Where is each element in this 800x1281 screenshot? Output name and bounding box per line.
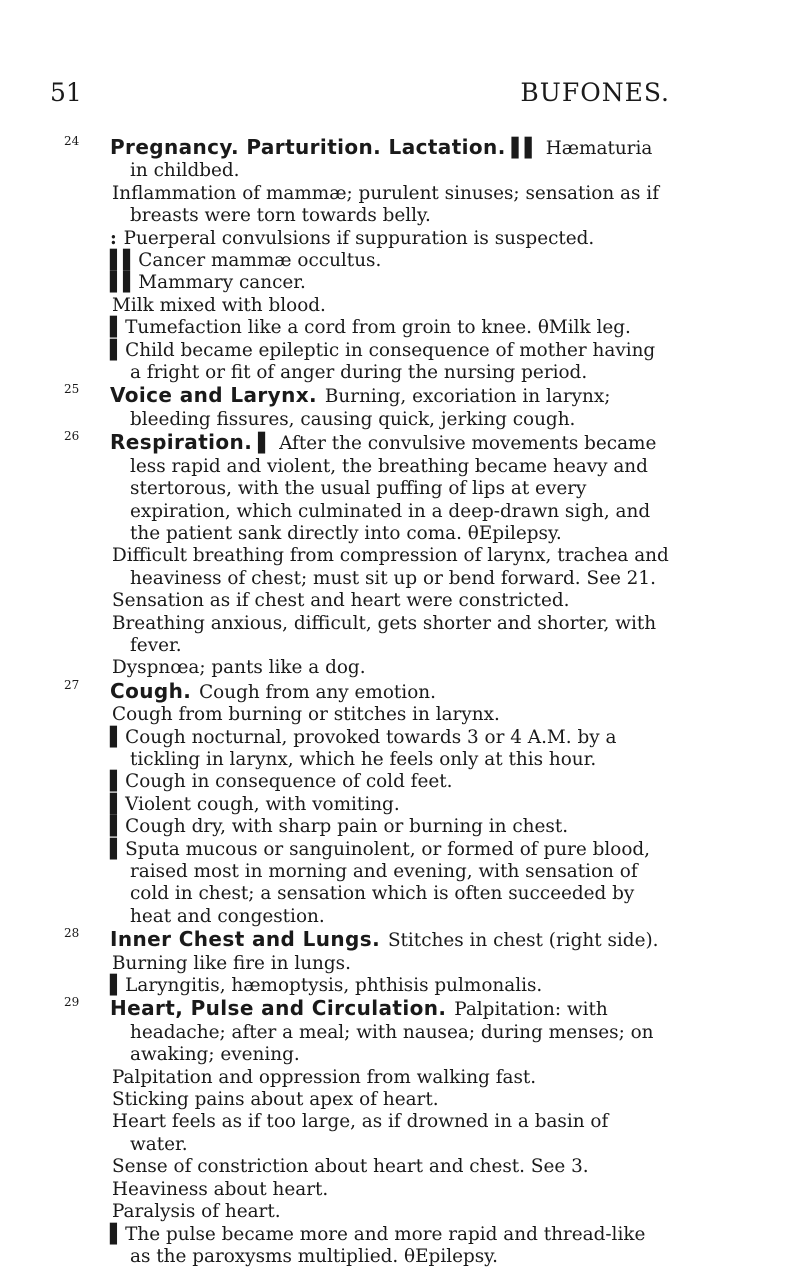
symptom-line bbox=[110, 1179, 670, 1201]
symptom-text: Burning like fire in lungs. bbox=[112, 952, 351, 974]
symptom-text: Difficult breathing from compression of larynx, trachea and heaviness of chest; must sit up or bend forward. See 21. bbox=[112, 545, 669, 589]
section-heading: Cough. bbox=[110, 678, 192, 703]
symptom-line bbox=[110, 1156, 670, 1178]
section-first-line: 24 Pregnancy. Parturition. Lactation. ▌▌ Hæmaturia in childbed. bbox=[64, 134, 653, 182]
symptom-text: Palpitation: with headache; after a meal; with nausea; during menses; on awaking; evening. bbox=[130, 999, 654, 1066]
symptom-text: Breathing anxious, difficult, gets shorter and shorter, with fever. bbox=[112, 612, 657, 656]
emphasis-mark: ▌ bbox=[110, 1223, 124, 1245]
section-heading: Voice and Larynx. bbox=[110, 383, 318, 408]
symptom-text: Violent cough, with vomiting. bbox=[125, 793, 400, 815]
symptom-line bbox=[110, 657, 670, 679]
symptom-text: Cough dry, with sharp pain or burning in chest. bbox=[125, 816, 569, 838]
section-heading: Heart, Pulse and Circulation. bbox=[110, 996, 447, 1021]
emphasis-mark: ▌ bbox=[110, 793, 124, 815]
symptom-text: Paralysis of heart. bbox=[112, 1201, 281, 1223]
section-pregnancy bbox=[64, 134, 670, 384]
symptom-line bbox=[110, 250, 670, 272]
symptom-text: Tumefaction like a cord from groin to knee. θMilk leg. bbox=[125, 317, 631, 339]
symptom-text: Cough from burning or stitches in larynx. bbox=[112, 704, 500, 726]
symptom-line bbox=[110, 590, 670, 612]
symptom-text: After the convulsive movements became less rapid and violent, the breathing became heavy and stertorous, with the usual puffing of lips at every expiration, which culminated in a deep-drawn sigh, and the patient sank directly into coma. θEpilepsy. bbox=[130, 433, 657, 544]
symptom-line bbox=[110, 1201, 670, 1223]
emphasis-mark: ▌▌ bbox=[110, 250, 137, 272]
symptom-line bbox=[110, 613, 670, 658]
symptom-line bbox=[110, 794, 670, 816]
emphasis-mark: ▌ bbox=[110, 975, 124, 997]
symptom-line bbox=[110, 272, 670, 294]
emphasis-mark: ▌ bbox=[110, 838, 124, 860]
section-heading: Respiration. bbox=[110, 430, 253, 455]
emphasis-mark: ▌▌ bbox=[110, 272, 137, 294]
section-heading: Pregnancy. Parturition. Lactation. bbox=[110, 135, 506, 159]
symptom-text: Cancer mammæ occultus. bbox=[138, 250, 382, 272]
emphasis-mark: ▌▌ bbox=[511, 138, 538, 159]
section-cough bbox=[64, 677, 670, 928]
section-heading: Inner Chest and Lungs. bbox=[110, 927, 381, 952]
symptom-line bbox=[110, 816, 670, 838]
symptom-text: Stitches in chest (right side). bbox=[387, 930, 659, 952]
emphasis-mark: ▌ bbox=[110, 771, 124, 793]
symptom-line bbox=[110, 1067, 670, 1089]
symptom-line bbox=[110, 545, 670, 590]
page-header bbox=[50, 78, 670, 112]
emphasis-mark: ▌ bbox=[110, 317, 124, 339]
symptom-text: Sense of constriction about heart and chest. See 3. bbox=[112, 1156, 589, 1178]
running-head: BUFONES. bbox=[520, 78, 670, 107]
symptom-text: Burning, excoriation in larynx; bleeding fissures, causing quick, jerking cough. bbox=[130, 386, 611, 430]
symptom-text: Laryngitis, hæmoptysis, phthisis pulmonalis. bbox=[125, 975, 543, 997]
section-heart-pulse-circulation bbox=[64, 995, 670, 1268]
symptom-text: Sputa mucous or sanguinolent, or formed of pure blood, raised most in morning and evening, with sensation of cold in chest; a sensation which is often succeeded by heat and congestion. bbox=[125, 838, 651, 927]
section-first-line: 29 Heart, Pulse and Circulation. Palpitation: with headache; after a meal; with nausea; during menses; on awaking; evening. bbox=[64, 995, 654, 1066]
symptom-text: Cough nocturnal, provoked towards 3 or 4 A.M. by a tickling in larynx, which he feels only at this hour. bbox=[125, 726, 617, 770]
symptom-line bbox=[110, 228, 670, 250]
symptom-text: Cough in consequence of cold feet. bbox=[125, 771, 453, 793]
emphasis-mark: ▌ bbox=[110, 726, 124, 748]
section-first-line: 27 Cough. Cough from any emotion. bbox=[64, 677, 436, 703]
symptom-line bbox=[110, 953, 670, 975]
symptom-text: Milk mixed with blood. bbox=[112, 294, 326, 316]
symptom-text: Inflammation of mammæ; purulent sinuses; sensation as if breasts were torn towards belly. bbox=[112, 182, 659, 227]
symptom-line bbox=[110, 1111, 670, 1156]
symptom-text: Mammary cancer. bbox=[138, 272, 306, 294]
section-first-line: 25 Voice and Larynx. Burning, excoriation in larynx; bleeding fissures, causing quick, jerking cough. bbox=[64, 382, 611, 430]
symptom-text: Heaviness about heart. bbox=[112, 1178, 329, 1200]
section-first-line: 28 Inner Chest and Lungs. Stitches in chest (right side). bbox=[64, 926, 659, 952]
emphasis-mark: ▌ bbox=[258, 433, 272, 455]
symptom-text: The pulse became more and more rapid and thread-like as the paroxysms multiplied. θEpilepsy. bbox=[125, 1223, 646, 1267]
emphasis-mark: : bbox=[110, 227, 116, 249]
symptom-text: Sensation as if chest and heart were constricted. bbox=[112, 590, 570, 612]
symptom-line bbox=[110, 295, 670, 317]
symptom-line bbox=[110, 704, 670, 726]
symptom-text: Puerperal convulsions if suppuration is suspected. bbox=[123, 227, 595, 249]
page-number: 51 bbox=[50, 78, 82, 107]
symptom-text: Hæmaturia in childbed. bbox=[130, 138, 653, 182]
symptom-line bbox=[110, 1224, 670, 1269]
section-voice-larynx bbox=[64, 382, 670, 431]
symptom-line bbox=[110, 317, 670, 339]
section-inner-chest-lungs bbox=[64, 926, 670, 997]
symptom-text: Sticking pains about apex of heart. bbox=[112, 1089, 439, 1111]
emphasis-mark: ▌ bbox=[110, 816, 124, 838]
symptom-line bbox=[110, 771, 670, 793]
symptom-text: Child became epileptic in consequence of mother having a fright or fit of anger during the nursing period. bbox=[125, 339, 656, 384]
emphasis-mark: ▌ bbox=[110, 339, 124, 361]
symptom-line bbox=[110, 727, 670, 772]
symptom-line bbox=[110, 183, 670, 228]
page-body bbox=[64, 134, 670, 1268]
symptom-line bbox=[110, 1089, 670, 1111]
symptom-line bbox=[110, 340, 670, 385]
symptom-text: Palpitation and oppression from walking fast. bbox=[112, 1066, 537, 1088]
symptom-text: Dyspnœa; pants like a dog. bbox=[112, 657, 366, 679]
symptom-line bbox=[110, 975, 670, 997]
symptom-line bbox=[110, 839, 670, 929]
symptom-text: Heart feels as if too large, as if drowned in a basin of water. bbox=[112, 1111, 609, 1155]
section-respiration bbox=[64, 429, 670, 679]
symptom-text: Cough from any emotion. bbox=[199, 681, 436, 703]
section-first-line: 26 Respiration. ▌ After the convulsive movements became less rapid and violent, the breathing became heavy and stertorous, with the usual puffing of lips at every expiration, which culminated in a deep-drawn sigh, and the patient sank directly into coma. θEpilepsy. bbox=[64, 429, 657, 544]
